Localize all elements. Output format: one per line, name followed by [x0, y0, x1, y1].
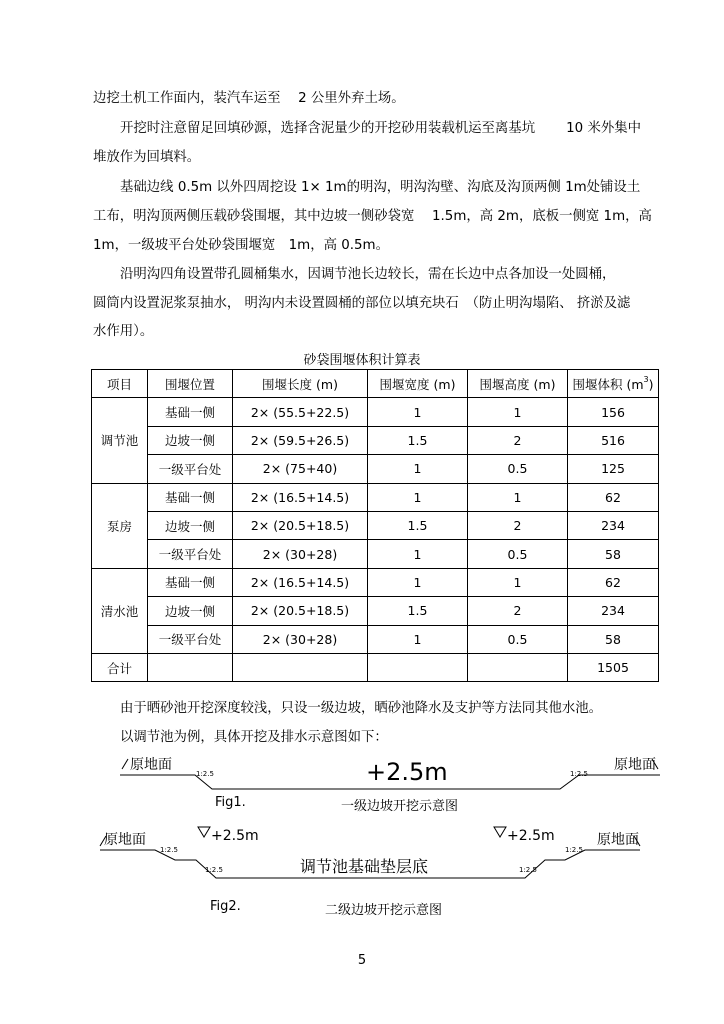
table-cell: 2× (55.5+22.5): [233, 398, 368, 426]
paragraph-line-6: 1m，一级坡平台处砂袋围堰宽 1m，高 0.5m。: [93, 238, 389, 253]
fig1-ground-tick-left: [122, 759, 128, 769]
paragraph-line-3: 堆放作为回填料。: [93, 150, 201, 165]
table-cell: 基础一侧: [148, 568, 233, 596]
table-cell: 0.5: [468, 625, 568, 653]
table-cell: 2× (30+28): [233, 540, 368, 568]
fig2-slope-1: 1:2.5: [160, 846, 178, 854]
table-header-row: [92, 370, 659, 398]
table-cell: 2: [468, 426, 568, 454]
table-cell: 2× (20.5+18.5): [233, 511, 368, 539]
header-cell: 围堰长度 (m): [233, 370, 368, 398]
fig2-ground-left: 原地面: [104, 832, 146, 848]
group-cell: 调节池: [92, 398, 148, 483]
total-label-cell: 合计: [92, 653, 148, 681]
table-cell: 1: [368, 483, 468, 511]
table-row: [92, 455, 659, 483]
fig2-bottom-label: 调节池基础垫层底: [300, 857, 429, 876]
table-cell: 一级平台处: [148, 455, 233, 483]
volume-header-superscript: 3: [643, 374, 649, 384]
fig2-platform-marker-right: [494, 827, 506, 837]
table-cell: 516: [568, 426, 659, 454]
fig1-diagram: [0, 748, 724, 800]
fig2-platform-left: +2.5m: [211, 828, 259, 844]
header-cell: 围堰高度 (m): [468, 370, 568, 398]
table-row: [92, 426, 659, 454]
header-cell: 项目: [92, 370, 148, 398]
header-cell: 围堰位置: [148, 370, 233, 398]
table-row: [92, 540, 659, 568]
fig2-platform-marker-left: [198, 827, 210, 837]
table-cell: 基础一侧: [148, 483, 233, 511]
volume-header-text: 围堰体积 (m: [572, 376, 644, 392]
header-cell: 围堰宽度 (m): [368, 370, 468, 398]
volume-header-close: ): [648, 376, 654, 392]
table-cell: 边坡一侧: [148, 426, 233, 454]
table-row: [92, 483, 659, 511]
paragraph-line-5: 工布，明沟顶两侧压载砂袋围堰，其中边坡一侧砂袋宽 1.5m，高 2m，底板一侧宽 1m，高: [93, 209, 652, 224]
table-cell: 62: [568, 483, 659, 511]
fig2-diagram: [0, 820, 724, 890]
table-row: [92, 597, 659, 625]
paragraph-line-8: 圆筒内设置泥浆泵抽水， 明沟内未设置圆桶的部位以填充块石 （防止明沟塌陷、 挤淤及滤: [93, 296, 631, 311]
table-cell: 125: [568, 455, 659, 483]
fig2-slope-4: 1:2.5: [565, 846, 583, 854]
table-cell: 234: [568, 597, 659, 625]
table-cell: 2× (59.5+26.5): [233, 426, 368, 454]
table-cell: 1: [468, 483, 568, 511]
table-cell: 2× (75+40): [233, 455, 368, 483]
fig1-ground-right: 原地面: [614, 757, 656, 773]
table-row: [92, 625, 659, 653]
paragraph-line-9: 水作用）。: [93, 324, 154, 339]
table-cell: 0.5: [468, 455, 568, 483]
table-cell: 2× (20.5+18.5): [233, 597, 368, 625]
paragraph-line-1: 边挖土机工作面内，装汽车运至 2 公里外弃土场。: [93, 91, 405, 106]
table-row: [92, 511, 659, 539]
table-cell: 1: [468, 398, 568, 426]
fig2-label: Fig2.: [210, 899, 241, 914]
table-row: [92, 398, 659, 426]
fig1-slope-left: 1:2.5: [196, 770, 214, 778]
paragraph-line-4: 基础边线 0.5m 以外四周挖设 1× 1m的明沟，明沟沟壁、沟底及沟顶两侧 1m处铺设土: [120, 180, 641, 195]
fig1-elevation: +2.5m: [366, 758, 448, 786]
fig2-ground-right: 原地面: [597, 832, 639, 848]
table-cell: 58: [568, 625, 659, 653]
table-cell: 156: [568, 398, 659, 426]
after-table-line-1: 由于晒砂池开挖深度较浅，只设一级边坡，晒砂池降水及支护等方法同其他水池。: [120, 701, 603, 716]
table-cell: 58: [568, 540, 659, 568]
table-cell: 1: [368, 625, 468, 653]
table-cell: 1: [368, 398, 468, 426]
empty-cell: [233, 653, 368, 681]
table-cell: 边坡一侧: [148, 597, 233, 625]
table-cell: 基础一侧: [148, 398, 233, 426]
table-cell: 2× (16.5+14.5): [233, 483, 368, 511]
table-cell: 1: [368, 540, 468, 568]
table-cell: 2: [468, 597, 568, 625]
group-cell: 清水池: [92, 568, 148, 653]
table-cell: 234: [568, 511, 659, 539]
fig2-caption: 二级边坡开挖示意图: [325, 903, 443, 918]
table-cell: 2× (16.5+14.5): [233, 568, 368, 596]
table-cell: 边坡一侧: [148, 511, 233, 539]
table-cell: 0.5: [468, 540, 568, 568]
header-cell: [568, 370, 659, 398]
total-value-cell: 1505: [568, 653, 659, 681]
fig1-label: Fig1.: [215, 795, 246, 810]
fig2-slope-2: 1:2.5: [205, 866, 223, 874]
table-cell: 1: [368, 568, 468, 596]
table-cell: 一级平台处: [148, 625, 233, 653]
table-cell: 1.5: [368, 426, 468, 454]
table-cell: 2× (30+28): [233, 625, 368, 653]
table-cell: 62: [568, 568, 659, 596]
empty-cell: [468, 653, 568, 681]
table-row: [92, 568, 659, 596]
table-cell: 1.5: [368, 511, 468, 539]
paragraph-line-2: 开挖时注意留足回填砂源，选择含泥量少的开挖砂用装载机运至离基坑 10 米外集中: [120, 121, 642, 136]
group-cell: 泵房: [92, 483, 148, 568]
table-total-row: [92, 653, 659, 681]
table-cell: 1: [468, 568, 568, 596]
table-cell: 一级平台处: [148, 540, 233, 568]
fig1-caption: 一级边坡开挖示意图: [341, 799, 459, 814]
empty-cell: [368, 653, 468, 681]
table-cell: 2: [468, 511, 568, 539]
fig2-slope-3: 1:2.5: [519, 866, 537, 874]
table-cell: 1: [368, 455, 468, 483]
empty-cell: [148, 653, 233, 681]
table-cell: 1.5: [368, 597, 468, 625]
fig2-platform-right: +2.5m: [507, 828, 555, 844]
table-caption: 砂袋围堰体积计算表: [303, 353, 421, 368]
sandbag-volume-table: [91, 369, 659, 682]
fig1-ground-left: 原地面: [130, 757, 172, 773]
page-number: 5: [357, 953, 367, 968]
after-table-line-2: 以调节池为例，具体开挖及排水示意图如下：: [120, 730, 388, 745]
fig1-slope-right: 1:2.5: [570, 770, 588, 778]
paragraph-line-7: 沿明沟四角设置带孔圆桶集水，因调节池长边较长，需在长边中点各加设一处圆桶，: [120, 267, 616, 282]
